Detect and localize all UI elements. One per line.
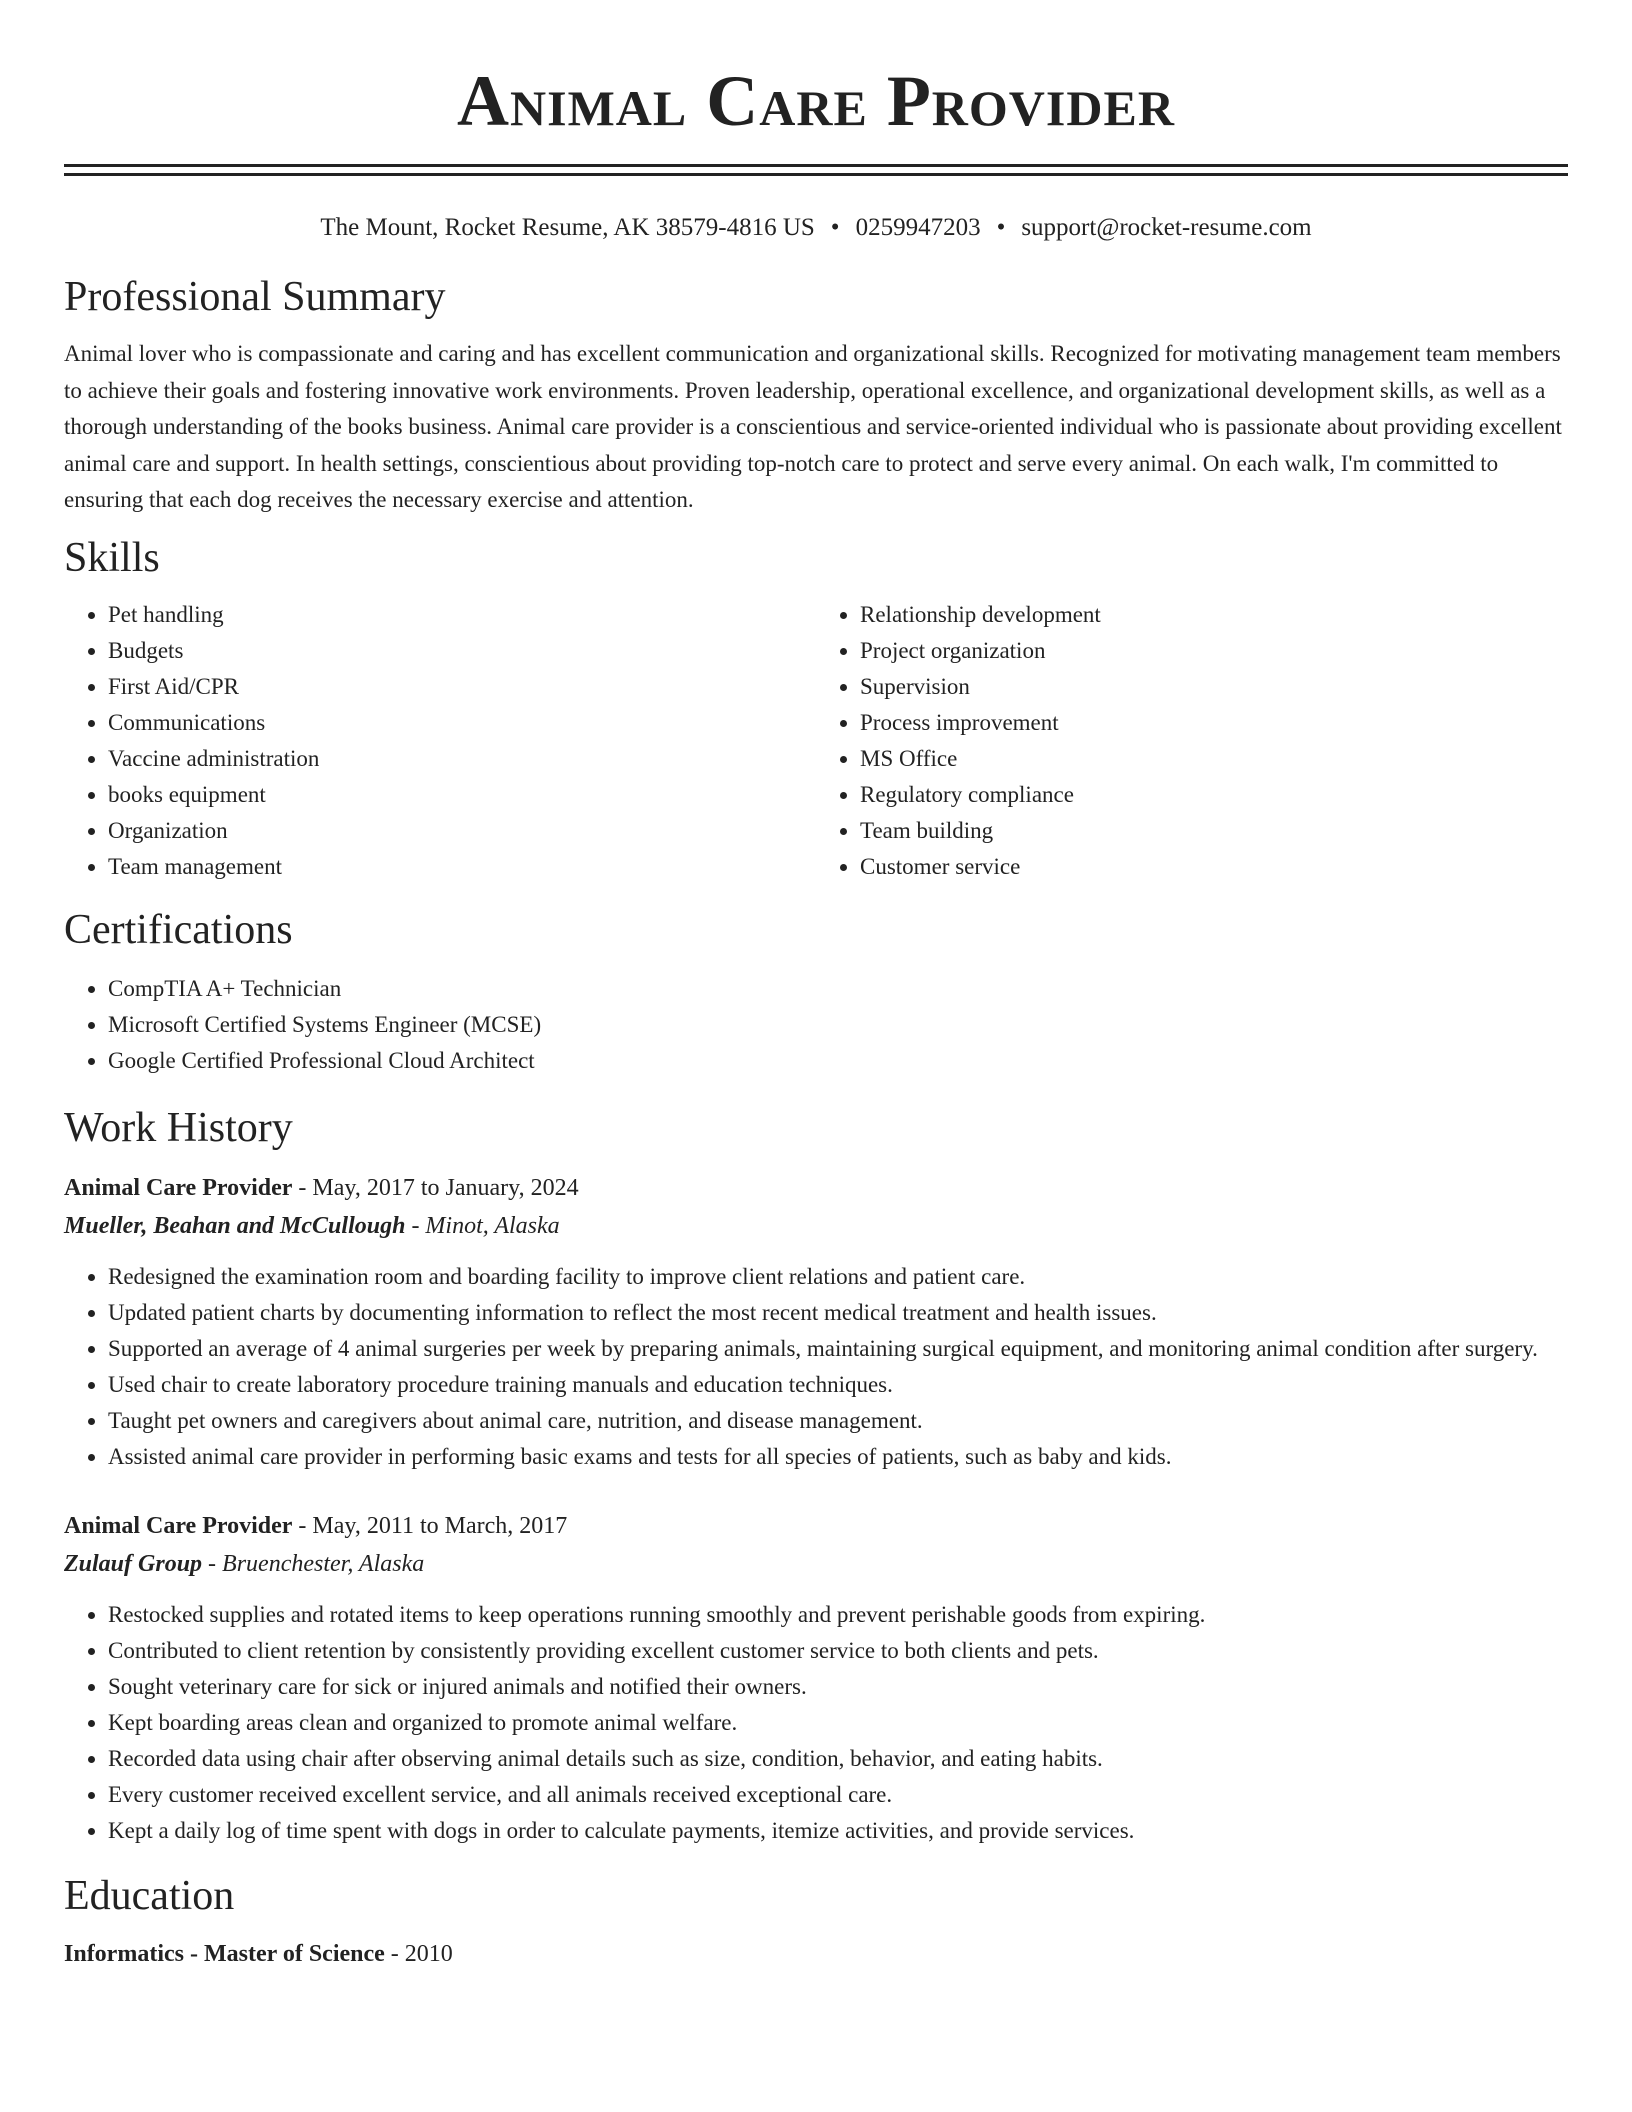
summary-text: Animal lover who is compassionate and caring and has excellent communication and organizational skills. Recognized for motivating management team members to achieve their goals and fostering innovative work environments. Proven leadership, operational excellence, and organizational development skills, as well as a thorough understanding of the books business. Animal care provider is a conscientious and service-oriented individual who is passionate about providing excellent animal care and support. In health settings, conscientious about providing top-notch care to protect and serve every animal. On each walk, I'm committed to ensuring that each dog receives the necessary exercise and attention.	[64, 341, 1562, 512]
summary-heading: Professional Summary	[64, 274, 446, 320]
employer-name: Mueller, Beahan and McCullough	[64, 1212, 406, 1239]
contact-address: The Mount, Rocket Resume, AK 38579-4816 US	[320, 214, 815, 241]
job-bullets	[64, 1597, 1568, 1849]
job-dates: - May, 2011 to March, 2017	[292, 1512, 568, 1539]
skills-list-left	[64, 597, 816, 885]
job-bullet: • Contributed to client retention by consistently providing excellent customer service to both clients and pets.	[108, 1633, 1568, 1669]
job-entry	[64, 1169, 1568, 1475]
job-bullet: • Assisted animal care provider in performing basic exams and tests for all species of patients, such as baby and kids.	[108, 1439, 1568, 1475]
skill-item: • MS Office	[860, 741, 1568, 777]
work-history-heading: Work History	[64, 1104, 293, 1151]
education-heading: Education	[64, 1872, 235, 1919]
skill-item: • Customer service	[860, 849, 1568, 885]
skill-item: • Communications	[108, 705, 816, 741]
certification-item: • Microsoft Certified Systems Engineer (MCSE)	[108, 1007, 1568, 1043]
job-dates: - May, 2017 to January, 2024	[292, 1174, 579, 1201]
skill-item: • Team management	[108, 849, 816, 885]
job-bullet: • Supported an average of 4 animal surgeries per week by preparing animals, maintaining surgical equipment, and monitoring animal condition after surgery.	[108, 1331, 1568, 1367]
contact-separator: •	[996, 214, 1006, 241]
contact-phone: 0259947203	[855, 214, 981, 241]
skill-item: • Pet handling	[108, 597, 816, 633]
skill-item: • Supervision	[860, 669, 1568, 705]
resume-name: Animal Care Provider	[457, 61, 1175, 141]
contact-separator: •	[830, 214, 840, 241]
contact-email: support@rocket-resume.com	[1021, 214, 1312, 241]
skill-item: • books equipment	[108, 777, 816, 813]
job-title: Animal Care Provider	[64, 1174, 293, 1201]
job-bullet: • Recorded data using chair after observing animal details such as size, condition, behavior, and eating habits.	[108, 1741, 1568, 1777]
education-year: - 2010	[384, 1940, 453, 1967]
certifications-heading: Certifications	[64, 906, 293, 953]
job-bullet: • Redesigned the examination room and boarding facility to improve client relations and patient care.	[108, 1259, 1568, 1295]
skills-list-right	[816, 597, 1568, 885]
skill-item: • Project organization	[860, 633, 1568, 669]
certifications-list	[64, 971, 1568, 1079]
skill-item: • Vaccine administration	[108, 741, 816, 777]
job-bullet: • Kept boarding areas clean and organized to promote animal welfare.	[108, 1705, 1568, 1741]
resume-page	[64, 0, 1568, 1973]
job-bullet: • Sought veterinary care for sick or injured animals and notified their owners.	[108, 1669, 1568, 1705]
skills-heading: Skills	[64, 534, 160, 581]
employer-location: - Bruenchester, Alaska	[202, 1550, 425, 1577]
certification-item: • CompTIA A+ Technician	[108, 971, 1568, 1007]
education-degree: Informatics - Master of Science	[64, 1940, 385, 1967]
job-title: Animal Care Provider	[64, 1512, 293, 1539]
job-bullet: • Every customer received excellent service, and all animals received exceptional care.	[108, 1777, 1568, 1813]
skill-item: • Team building	[860, 813, 1568, 849]
contact-line	[64, 213, 1568, 243]
employer-name: Zulauf Group	[64, 1550, 203, 1577]
job-bullets	[64, 1259, 1568, 1475]
skill-item: • First Aid/CPR	[108, 669, 816, 705]
skill-item: • Budgets	[108, 633, 816, 669]
skill-item: • Relationship development	[860, 597, 1568, 633]
job-title-line	[64, 1507, 1568, 1545]
employer-line	[64, 1545, 1568, 1583]
employer-location: - Minot, Alaska	[405, 1212, 560, 1239]
certification-item: • Google Certified Professional Cloud Architect	[108, 1043, 1568, 1079]
job-bullet: • Restocked supplies and rotated items to keep operations running smoothly and prevent perishable goods from expiring.	[108, 1597, 1568, 1633]
skill-item: • Regulatory compliance	[860, 777, 1568, 813]
job-title-line	[64, 1169, 1568, 1207]
job-bullet: • Kept a daily log of time spent with dogs in order to calculate payments, itemize activities, and provide services.	[108, 1813, 1568, 1849]
skill-item: • Organization	[108, 813, 816, 849]
job-bullet: • Taught pet owners and caregivers about animal care, nutrition, and disease management.	[108, 1403, 1568, 1439]
skill-item: • Process improvement	[860, 705, 1568, 741]
header-divider-top	[64, 164, 1568, 167]
employer-line	[64, 1207, 1568, 1245]
job-entry	[64, 1507, 1568, 1849]
job-bullet: • Updated patient charts by documenting information to reflect the most recent medical treatment and health issues.	[108, 1295, 1568, 1331]
education-entry	[64, 1935, 1568, 1973]
skills-columns	[64, 597, 1568, 885]
header-divider-bottom	[64, 173, 1568, 176]
job-bullet: • Used chair to create laboratory procedure training manuals and education techniques.	[108, 1367, 1568, 1403]
